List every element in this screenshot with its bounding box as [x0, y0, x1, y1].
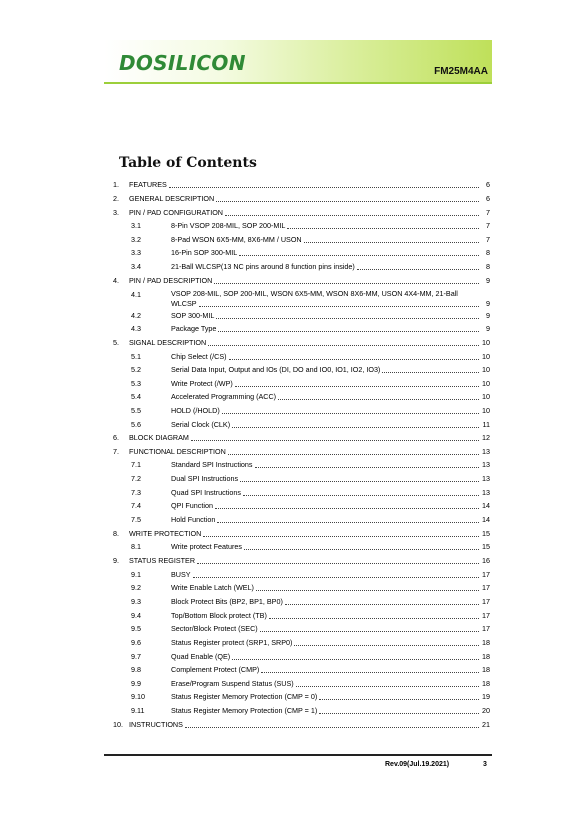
- toc-entry-page: 19: [482, 692, 490, 701]
- toc-entry[interactable]: [171, 486, 490, 497]
- toc-entry-label[interactable]: Package Type: [171, 324, 217, 333]
- toc-leader-dots: [215, 508, 479, 509]
- toc-leader-dots: [256, 590, 479, 591]
- toc-entry-label[interactable]: WLCSP: [171, 299, 197, 308]
- toc-entry-label[interactable]: STATUS REGISTER: [129, 556, 196, 565]
- toc-entry-label[interactable]: VSOP 208-MIL, SOP 200-MIL, WSON 6X5-MM, WSON 8X6-MM, USON 4X4-MM, 21-Ball: [171, 289, 458, 298]
- toc-entry-label[interactable]: Serial Clock (CLK): [171, 420, 231, 429]
- toc-entry-page: 14: [482, 515, 490, 524]
- toc-entry[interactable]: [171, 499, 490, 510]
- toc-entry-page: 17: [482, 611, 490, 620]
- toc-entry-page: 6: [486, 194, 490, 203]
- toc-entry[interactable]: [171, 404, 490, 415]
- toc-entry-number: 7.3: [131, 488, 141, 497]
- toc-entry[interactable]: [129, 274, 490, 285]
- toc-leader-dots: [214, 283, 479, 284]
- toc-entry-number: 5.4: [131, 392, 141, 401]
- toc-entry-page: 15: [482, 542, 490, 551]
- toc-leader-dots: [296, 686, 479, 687]
- toc-entry-page: 17: [482, 583, 490, 592]
- toc-leader-dots: [357, 269, 479, 270]
- toc-entry-label[interactable]: WRITE PROTECTION: [129, 529, 202, 538]
- toc-entry[interactable]: [171, 219, 490, 230]
- toc-entry-number: 4.: [113, 276, 119, 285]
- toc-entry[interactable]: [129, 718, 490, 729]
- toc-entry[interactable]: [171, 233, 490, 244]
- toc-entry-page: 18: [482, 679, 490, 688]
- toc-leader-dots: [239, 255, 479, 256]
- toc-entry-page: 9: [486, 299, 490, 308]
- toc-entry[interactable]: [171, 622, 490, 633]
- toc-entry-page: 10: [482, 406, 490, 415]
- toc-leader-dots: [199, 306, 479, 307]
- toc-entry[interactable]: [171, 472, 490, 483]
- toc-entry[interactable]: [171, 513, 490, 524]
- toc-entry-number: 7.: [113, 447, 119, 456]
- toc-entry-number: 9.3: [131, 597, 141, 606]
- toc-leader-dots: [287, 228, 479, 229]
- toc-entry-number: 9.5: [131, 624, 141, 633]
- toc-entry[interactable]: [171, 297, 490, 308]
- toc-entry-page: 21: [482, 720, 490, 729]
- toc-entry[interactable]: [171, 390, 490, 401]
- toc-entry-number: 9.9: [131, 679, 141, 688]
- toc-entry-page: 14: [482, 501, 490, 510]
- toc-entry[interactable]: [129, 445, 490, 456]
- toc-entry-label[interactable]: Complement Protect (CMP): [171, 665, 260, 674]
- toc-entry-page: 11: [482, 420, 490, 429]
- toc-entry[interactable]: [171, 458, 490, 469]
- toc-entry-page: 17: [482, 597, 490, 606]
- toc-entry-page: 18: [482, 652, 490, 661]
- toc-title: Table of Contents: [119, 155, 257, 171]
- toc-entry-number: 9.: [113, 556, 119, 565]
- toc-entry-page: 10: [482, 379, 490, 388]
- toc-entry[interactable]: [129, 431, 490, 442]
- part-number: FM25M4AA: [434, 66, 488, 77]
- toc-entry-label[interactable]: 8-Pin VSOP 208-MIL, SOP 200-MIL: [171, 221, 286, 230]
- toc-entry-label[interactable]: Status Register protect (SRP1, SRP0): [171, 638, 293, 647]
- toc-entry-page: 18: [482, 638, 490, 647]
- toc-entry-number: 3.: [113, 208, 119, 217]
- toc-entry-label[interactable]: HOLD (/HOLD): [171, 406, 220, 415]
- toc-entry-page: 7: [486, 235, 490, 244]
- toc-leader-dots: [191, 440, 479, 441]
- toc-entry[interactable]: [171, 650, 490, 661]
- toc-entry-page: 8: [486, 262, 490, 271]
- toc-entry-page: 10: [482, 352, 490, 361]
- toc-entry-number: 6.: [113, 433, 119, 442]
- toc-entry-page: 12: [482, 433, 490, 442]
- toc-leader-dots: [185, 727, 479, 728]
- toc-leader-dots: [244, 549, 479, 550]
- toc-leader-dots: [261, 672, 479, 673]
- toc-entry-number: 4.1: [131, 290, 141, 299]
- toc-leader-dots: [269, 618, 479, 619]
- toc-entry-number: 9.8: [131, 665, 141, 674]
- toc-leader-dots: [217, 522, 479, 523]
- toc-entry-number: 5.2: [131, 365, 141, 374]
- toc-entry-number: 3.4: [131, 262, 141, 271]
- toc-entry[interactable]: [171, 677, 490, 688]
- toc-entry-label[interactable]: Chip Select (/CS): [171, 352, 227, 361]
- toc-entry[interactable]: [171, 609, 490, 620]
- toc-entry-label[interactable]: GENERAL DESCRIPTION: [129, 194, 215, 203]
- toc-entry-label[interactable]: PIN / PAD CONFIGURATION: [129, 208, 223, 217]
- company-logo: DOSILICON: [119, 51, 246, 75]
- toc-entry-number: 5.3: [131, 379, 141, 388]
- toc-entry[interactable]: [171, 260, 490, 271]
- toc-entry[interactable]: [171, 704, 490, 715]
- footer-rule: [104, 754, 492, 756]
- toc-entry-number: 4.2: [131, 311, 141, 320]
- toc-entry-page: 10: [482, 365, 490, 374]
- toc-entry-page: 6: [486, 180, 490, 189]
- toc-entry-label[interactable]: Serial Data Input, Output and IOs (DI, DO and IO0, IO1, IO2, IO3): [171, 365, 381, 374]
- toc-leader-dots: [222, 413, 479, 414]
- toc-leader-dots: [243, 495, 479, 496]
- toc-entry[interactable]: [171, 663, 490, 674]
- toc-entry-page: 9: [486, 276, 490, 285]
- toc-leader-dots: [203, 536, 479, 537]
- toc-entry-label[interactable]: INSTRUCTIONS: [129, 720, 183, 729]
- toc-entry-number: 9.2: [131, 583, 141, 592]
- toc-entry-page: 17: [482, 570, 490, 579]
- toc-entry-page: 9: [486, 324, 490, 333]
- toc-leader-dots: [235, 386, 479, 387]
- toc-entry-label[interactable]: Block Protect Bits (BP2, BP1, BP0): [171, 597, 283, 606]
- toc-entry-label[interactable]: Dual SPI Instructions: [171, 474, 239, 483]
- toc-entry-label[interactable]: Status Register Memory Protection (CMP = 0): [171, 692, 318, 701]
- toc-entry-label[interactable]: 8-Pad WSON 6X5-MM, 8X6-MM / USON: [171, 235, 302, 244]
- toc-leader-dots: [255, 467, 479, 468]
- toc-leader-dots: [278, 399, 479, 400]
- toc-entry-label[interactable]: PIN / PAD DESCRIPTION: [129, 276, 213, 285]
- toc-leader-dots: [382, 372, 479, 373]
- toc-entry[interactable]: [171, 636, 490, 647]
- toc-entry-label[interactable]: Hold Function: [171, 515, 216, 524]
- toc-entry-page: 20: [482, 706, 490, 715]
- toc-leader-dots: [225, 215, 479, 216]
- toc-entry-number: 2.: [113, 194, 119, 203]
- toc-leader-dots: [232, 659, 479, 660]
- toc-entry-label[interactable]: Status Register Memory Protection (CMP = 1): [171, 706, 318, 715]
- toc-entry-number: 1.: [113, 180, 119, 189]
- toc-entry[interactable]: [171, 418, 490, 429]
- toc-entry-label[interactable]: Accelerated Programming (ACC): [171, 392, 277, 401]
- toc-entry-page: 13: [482, 488, 490, 497]
- toc-leader-dots: [294, 645, 479, 646]
- toc-entry-label[interactable]: BUSY: [171, 570, 191, 579]
- toc-entry-label[interactable]: SOP 300-MIL: [171, 311, 215, 320]
- toc-entry-label[interactable]: Sector/Block Protect (SEC): [171, 624, 258, 633]
- toc-entry-number: 7.2: [131, 474, 141, 483]
- toc-leader-dots: [197, 563, 479, 564]
- toc-entry-page: 13: [482, 447, 490, 456]
- toc-entry[interactable]: [171, 246, 490, 257]
- toc-leader-dots: [229, 359, 479, 360]
- toc-entry-number: 9.7: [131, 652, 141, 661]
- toc-entry-number: 8.: [113, 529, 119, 538]
- toc-entry-page: 17: [482, 624, 490, 633]
- toc-entry-number: 7.5: [131, 515, 141, 524]
- toc-leader-dots: [216, 318, 479, 319]
- toc-leader-dots: [319, 713, 479, 714]
- toc-entry-number: 3.1: [131, 221, 141, 230]
- toc-entry[interactable]: [171, 581, 490, 592]
- toc-entry-page: 7: [486, 208, 490, 217]
- toc-entry-number: 3.2: [131, 235, 141, 244]
- toc-entry-page: 15: [482, 529, 490, 538]
- toc-entry-label[interactable]: QPI Function: [171, 501, 213, 510]
- toc-entry-label[interactable]: Quad Enable (QE): [171, 652, 231, 661]
- toc-leader-dots: [193, 577, 479, 578]
- toc-entry-number: 7.1: [131, 460, 141, 469]
- toc-entry-number: 8.1: [131, 542, 141, 551]
- toc-entry-number: 5.5: [131, 406, 141, 415]
- toc-entry[interactable]: [129, 178, 490, 189]
- toc-leader-dots: [240, 481, 479, 482]
- toc-entry-page: 10: [482, 392, 490, 401]
- toc-entry-label[interactable]: 21-Ball WLCSP(13 NC pins around 8 function pins inside): [171, 262, 355, 271]
- toc-leader-dots: [169, 187, 479, 188]
- toc-entry-number: 5.: [113, 338, 119, 347]
- toc-entry-number: 9.1: [131, 570, 141, 579]
- toc-entry-label[interactable]: Write protect Features: [171, 542, 242, 551]
- toc-entry-label[interactable]: Quad SPI Instructions: [171, 488, 241, 497]
- toc-entry-number: 7.4: [131, 501, 141, 510]
- toc-entry-number: 10.: [113, 720, 123, 729]
- toc-entry-page: 13: [482, 460, 490, 469]
- toc-entry[interactable]: [171, 377, 490, 388]
- toc-entry-number: 5.1: [131, 352, 141, 361]
- toc-entry-page: 16: [482, 556, 490, 565]
- toc-entry[interactable]: [171, 690, 490, 701]
- toc-leader-dots: [228, 454, 479, 455]
- page-number: 3: [483, 761, 487, 768]
- toc-leader-dots: [216, 201, 479, 202]
- toc-entry-page: 8: [486, 248, 490, 257]
- toc-leader-dots: [232, 427, 479, 428]
- toc-entry-number: 5.6: [131, 420, 141, 429]
- toc-entry-label[interactable]: Standard SPI Instructions: [171, 460, 253, 469]
- toc-entry-page: 13: [482, 474, 490, 483]
- toc-leader-dots: [319, 699, 479, 700]
- toc-entry-number: 9.6: [131, 638, 141, 647]
- toc-entry[interactable]: [129, 554, 490, 565]
- toc-entry-page: 18: [482, 665, 490, 674]
- toc-leader-dots: [218, 331, 479, 332]
- toc-entry-label[interactable]: BLOCK DIAGRAM: [129, 433, 189, 442]
- toc-entry[interactable]: [171, 363, 490, 374]
- toc-entry-label[interactable]: Top/Bottom Block protect (TB): [171, 611, 267, 620]
- toc-entry[interactable]: [171, 568, 490, 579]
- toc-leader-dots: [285, 604, 479, 605]
- toc-entry-label[interactable]: Erase/Program Suspend Status (SUS): [171, 679, 294, 688]
- toc-entry-label[interactable]: Write Enable Latch (WEL): [171, 583, 254, 592]
- toc-entry-number: 9.4: [131, 611, 141, 620]
- toc-leader-dots: [304, 242, 479, 243]
- toc-entry[interactable]: [171, 595, 490, 606]
- toc-entry-label[interactable]: SIGNAL DESCRIPTION: [129, 338, 207, 347]
- toc-entry[interactable]: [129, 206, 490, 217]
- toc-entry-label[interactable]: 16-Pin SOP 300-MIL: [171, 248, 238, 257]
- toc-entry-label[interactable]: FEATURES: [129, 180, 167, 189]
- revision-label: Rev.09(Jul.19.2021): [385, 761, 450, 768]
- toc-leader-dots: [260, 631, 479, 632]
- toc-entry[interactable]: [171, 350, 490, 361]
- toc-entry-label[interactable]: Write Protect (/WP): [171, 379, 233, 388]
- toc-entry-number: 3.3: [131, 248, 141, 257]
- toc-entry-page: 9: [486, 311, 490, 320]
- toc-entry[interactable]: [129, 527, 490, 538]
- toc-entry[interactable]: [171, 309, 490, 320]
- toc-entry[interactable]: [129, 192, 490, 203]
- toc-entry[interactable]: [171, 540, 490, 551]
- toc-entry-page: 7: [486, 221, 490, 230]
- toc-entry-number: 4.3: [131, 324, 141, 333]
- toc-leader-dots: [208, 345, 479, 346]
- toc-entry-number: 9.11: [131, 706, 145, 715]
- toc-entry[interactable]: [171, 322, 490, 333]
- toc-entry[interactable]: [129, 336, 490, 347]
- toc-entry-number: 9.10: [131, 692, 145, 701]
- toc-entry-label[interactable]: FUNCTIONAL DESCRIPTION: [129, 447, 226, 456]
- toc-entry-page: 10: [482, 338, 490, 347]
